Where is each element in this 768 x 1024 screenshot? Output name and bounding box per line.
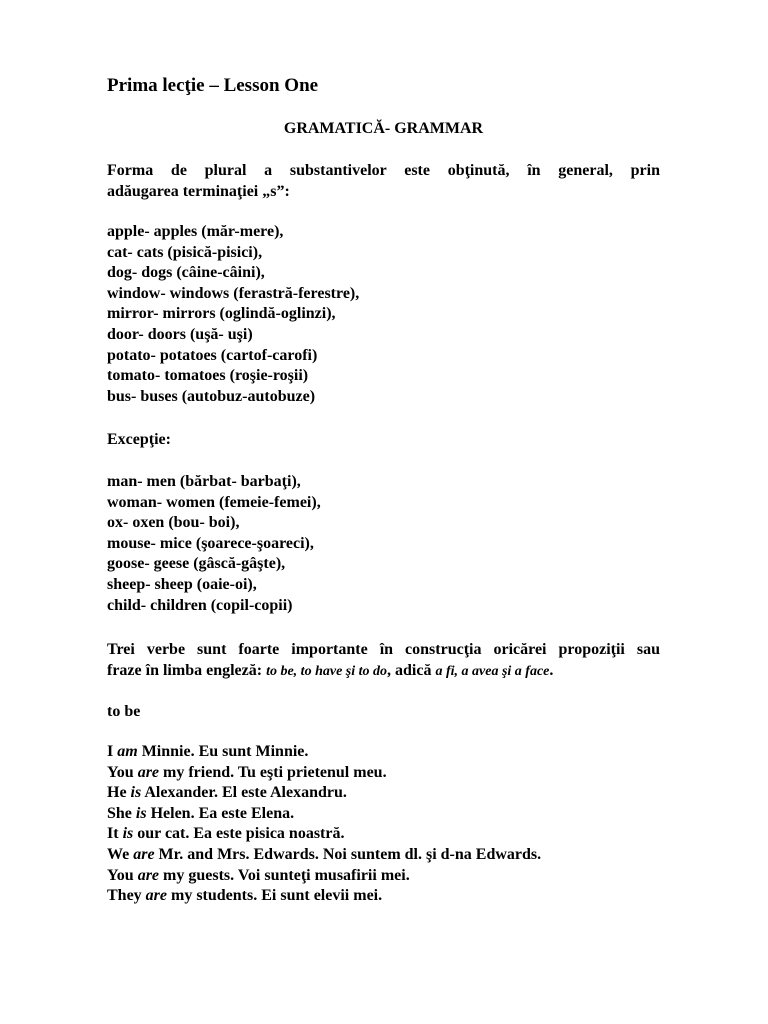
sentence-rest: my friend. Tu eşti prietenul meu.: [159, 763, 387, 781]
list-item: woman- women (femeie-femei),: [107, 493, 321, 511]
to-be-examples-list: [107, 742, 660, 907]
example-sentence: [107, 742, 660, 763]
sentence-rest: my guests. Voi sunteţi musafirii mei.: [159, 866, 410, 884]
list-item: window- windows (ferastră-ferestre),: [107, 284, 360, 302]
list-item: cat- cats (pisică-pisici),: [107, 243, 263, 261]
verbs-intro-line-2: [107, 660, 660, 682]
sentence-rest: Minnie. Eu sunt Minnie.: [137, 743, 309, 760]
list-item: sheep- sheep (oaie-oi),: [107, 575, 257, 593]
list-item: child- children (copil-copii): [107, 596, 293, 614]
plural-intro-paragraph: [107, 160, 660, 202]
example-sentence: [107, 866, 660, 887]
example-sentence: [107, 886, 660, 907]
sentence-rest: our cat. Ea este pisica noastră.: [133, 825, 345, 843]
verb-form: is: [135, 804, 147, 822]
exception-label: Excepţie:: [107, 431, 171, 448]
verbs-list-romanian: a fi, a avea şi a face: [435, 664, 550, 679]
sentence-rest: Alexander. El este Alexandru.: [141, 784, 347, 802]
pronoun: I: [107, 743, 118, 760]
verb-form: are: [145, 887, 167, 905]
lesson-title: Prima lecţie – Lesson One: [107, 75, 319, 96]
verbs-intro-line-1: Trei verbe sunt foarte importante în construcţia oricărei propoziţii sau: [107, 641, 660, 658]
verb-form: are: [137, 866, 160, 884]
section-heading: GRAMATICĂ- GRAMMAR: [283, 120, 484, 137]
list-item: man- men (bărbat- barbaţi),: [107, 473, 301, 490]
to-be-label: to be: [107, 703, 141, 720]
example-sentence: [107, 804, 660, 825]
pronoun: She: [107, 804, 136, 822]
verb-form: am: [117, 743, 138, 760]
pronoun: He: [107, 784, 131, 802]
pronoun: You: [107, 763, 138, 781]
list-item: door- doors (uşă- uşi): [107, 325, 253, 343]
sentence-rest: my students. Ei sunt elevii mei.: [167, 887, 383, 905]
verb-form: is: [130, 784, 142, 802]
regular-plurals-list: [107, 222, 660, 407]
list-item: ox- oxen (bou- boi),: [107, 514, 240, 532]
plural-intro-line-2: adăugarea terminaţiei „s”:: [107, 183, 290, 200]
sentence-rest: Helen. Ea este Elena.: [146, 804, 295, 822]
example-sentence: [107, 845, 660, 866]
verbs-list-english: to be, to have şi to do: [266, 664, 388, 679]
verb-form: are: [133, 845, 155, 863]
list-item: mouse- mice (şoarece-şoareci),: [107, 534, 314, 552]
list-item: goose- geese (gâscă-gâşte),: [107, 555, 286, 573]
plural-intro-line-1: Forma de plural a substantivelor este obţinută, în general, prin: [107, 162, 660, 179]
example-sentence: [107, 783, 660, 804]
irregular-plurals-list: [107, 472, 660, 616]
pronoun: They: [107, 887, 146, 905]
pronoun: We: [107, 845, 134, 863]
list-item: mirror- mirrors (oglindă-oglinzi),: [107, 305, 336, 323]
verb-form: are: [137, 763, 160, 781]
verbs-intro-paragraph: [107, 639, 660, 682]
verbs-intro-text: , adică: [387, 662, 436, 679]
verbs-intro-text: fraze în limba engleză:: [107, 662, 267, 679]
example-sentence: [107, 763, 660, 784]
list-item: apple- apples (măr-mere),: [107, 223, 284, 240]
sentence-rest: Mr. and Mrs. Edwards. Noi suntem dl. şi d-na Edwards.: [154, 845, 542, 863]
verbs-intro-text: .: [549, 662, 554, 679]
pronoun: You: [107, 866, 138, 884]
list-item: bus- buses (autobuz-autobuze): [107, 387, 316, 405]
list-item: potato- potatoes (cartof-carofi): [107, 346, 318, 364]
pronoun: It: [107, 825, 123, 843]
list-item: tomato- tomatoes (roşie-roşii): [107, 367, 309, 385]
example-sentence: [107, 824, 660, 845]
list-item: dog- dogs (câine-câini),: [107, 264, 265, 282]
verb-form: is: [122, 825, 134, 843]
